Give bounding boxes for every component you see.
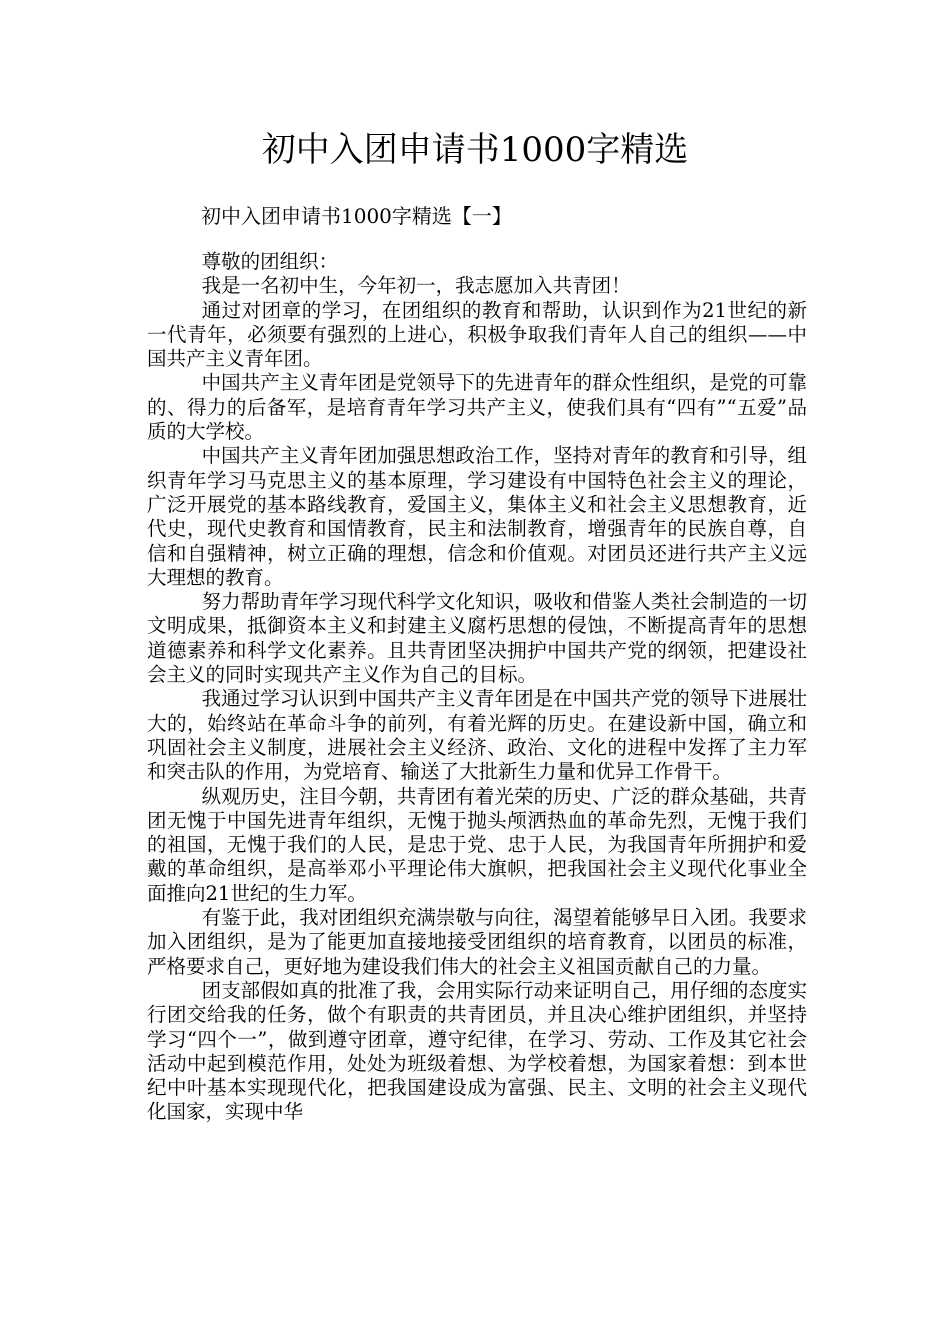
paragraph: 通过对团章的学习，在团组织的教育和帮助，认识到作为21世纪的新一代青年，必须要有强烈的上进心，积极争取我们青年人自己的组织——中国共产主义青年团。 <box>147 298 807 371</box>
paragraph: 团支部假如真的批准了我，会用实际行动来证明自己，用仔细的态度实行团交给我的任务，做个有职责的共青团员，并且决心维护团组织，并坚持学习“四个一”，做到遵守团章，遵守纪律，在学习、劳动、工作及其它社会活动中起到模范作用，处处为班级着想、为学校着想，为国家着想：到本世纪中叶基本实现现代化，把我国建设成为富强、民主、文明的社会主义现代化国家，实现中华 <box>147 978 807 1124</box>
document-title: 初中入团申请书1000字精选 <box>261 130 689 170</box>
paragraph: 努力帮助青年学习现代科学文化知识，吸收和借鉴人类社会制造的一切文明成果，抵御资本主义和封建主义腐朽思想的侵蚀，不断提高青年的思想道德素养和科学文化素养。且共青团坚决拥护中国共产党的纲领，把建设社会主义的同时实现共产主义作为自己的目标。 <box>147 590 807 687</box>
paragraph-intro: 我是一名初中生，今年初一，我志愿加入共青团！ <box>201 274 631 298</box>
document-body <box>147 250 807 1125</box>
paragraph: 我通过学习认识到中国共产主义青年团是在中国共产党的领导下进展壮大的，始终站在革命斗争的前列，有着光辉的历史。在建设新中国，确立和巩固社会主义制度，进展社会主义经济、政治、文化的进程中发挥了主力军和突击队的作用，为党培育、输送了大批新生力量和优异工作骨干。 <box>147 687 807 784</box>
document-subtitle: 初中入团申请书1000字精选【一】 <box>201 204 512 228</box>
paragraph: 中国共产主义青年团是党领导下的先进青年的群众性组织，是党的可靠的、得力的后备军，是培育青年学习共产主义，使我们具有“四有”“五爱”品质的大学校。 <box>147 371 807 444</box>
salutation: 尊敬的团组织： <box>201 250 339 273</box>
paragraph: 中国共产主义青年团加强思想政治工作，坚持对青年的教育和引导，组织青年学习马克思主义的基本原理，学习建设有中国特色社会主义的理论，广泛开展党的基本路线教育，爱国主义，集体主义和社会主义思想教育，近代史，现代史教育和国情教育，民主和法制教育，增强青年的民族自尊，自信和自强精神，树立正确的理想，信念和价值观。对团员还进行共产主义远大理想的教育。 <box>147 444 807 589</box>
paragraph: 有鉴于此，我对团组织充满崇敬与向往，渴望着能够早日入团。我要求加入团组织，是为了能更加直接地接受团组织的培育教育，以团员的标准，严格要求自己，更好地为建设我们伟大的社会主义祖国贡献自己的力量。 <box>147 906 807 978</box>
paragraph: 纵观历史，注目今朝，共青团有着光荣的历史、广泛的群众基础，共青团无愧于中国先进青年组织，无愧于抛头颅洒热血的革命先烈，无愧于我们的祖国，无愧于我们的人民，是忠于党、忠于人民，为我国青年所拥护和爱戴的革命组织，是高举邓小平理论伟大旗帜，把我国社会主义现代化事业全面推向21世纪的生力军。 <box>147 784 807 905</box>
